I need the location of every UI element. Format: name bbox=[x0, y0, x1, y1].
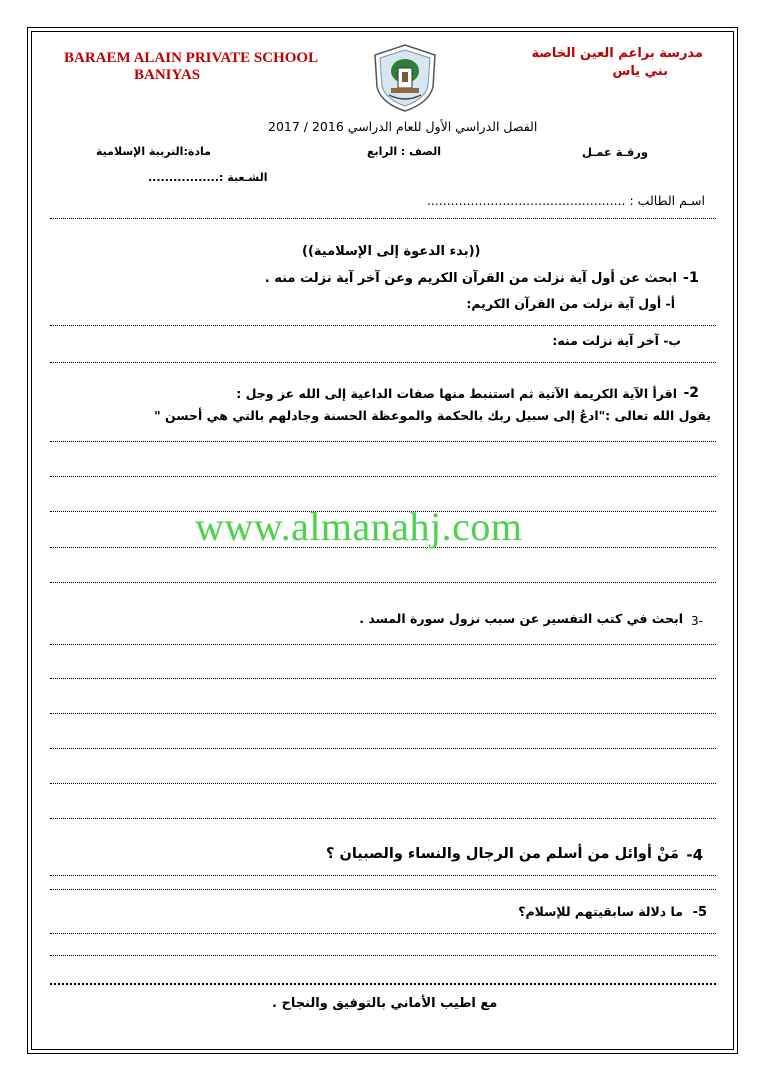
q2-number: 2- bbox=[683, 385, 699, 401]
answer-line[interactable] bbox=[50, 875, 716, 876]
answer-line[interactable] bbox=[50, 582, 716, 583]
watermark: www.almanahj.com bbox=[195, 504, 523, 549]
school-logo bbox=[369, 41, 441, 113]
answer-line[interactable] bbox=[50, 933, 716, 934]
q1-part-b: ب- آخر آية نزلت منه: bbox=[552, 333, 681, 348]
worksheet-label: ورقـة عمـل bbox=[582, 145, 648, 159]
answer-line[interactable] bbox=[50, 783, 716, 784]
q2-verse: يقول الله تعالى :"ادعُ إلى سبيل ربك بالحكمة والموعظة الحسنة وجادلهم بالتي هي أحسن " bbox=[154, 408, 711, 423]
q4-number: 4- bbox=[686, 846, 703, 864]
answer-line[interactable] bbox=[50, 441, 716, 442]
q2-text: اقرأ الآية الكريمة الآتية ثم استنبط منها صفات الداعية إلى الله عز وجل : bbox=[236, 386, 677, 401]
school-city-ar: بني ياس bbox=[612, 64, 668, 79]
term-line: الفصل الدراسي الأول للعام الدراسي 2016 / 2017 bbox=[268, 119, 538, 134]
school-city-en: BANIYAS bbox=[134, 67, 201, 83]
q1-part-a: أ- أول آية نزلت من القرآن الكريم: bbox=[466, 296, 675, 311]
q3-number: -3 bbox=[691, 614, 703, 628]
answer-line[interactable] bbox=[50, 713, 716, 714]
answer-line[interactable] bbox=[50, 983, 716, 985]
header-divider bbox=[50, 218, 716, 219]
q3-text: ابحث في كتب التفسير عن سبب نزول سورة المسد . bbox=[359, 611, 683, 626]
answer-line[interactable] bbox=[50, 476, 716, 477]
school-name-en: BARAEM ALAIN PRIVATE SCHOOL bbox=[64, 50, 319, 66]
answer-line[interactable] bbox=[50, 818, 716, 819]
q1-number: 1- bbox=[682, 270, 699, 286]
q5-number: 5- bbox=[692, 905, 707, 920]
answer-line[interactable] bbox=[50, 362, 716, 363]
section-field[interactable]: الشـعبة :................. bbox=[148, 171, 268, 184]
closing-wish: مع اطيب الأماني بالتوفيق والنجاح . bbox=[272, 996, 498, 1011]
q4-text: مَنْ أوائل من أسلم من الرجال والنساء والصبيان ؟ bbox=[326, 846, 679, 862]
answer-line[interactable] bbox=[50, 748, 716, 749]
q1-text: ابحث عن أول آية نزلت من القرآن الكريم وعن آخر آية نزلت منه . bbox=[264, 271, 677, 286]
answer-line[interactable] bbox=[50, 678, 716, 679]
answer-line[interactable] bbox=[50, 325, 716, 326]
subject-label: مادة:التربية الإسلامية bbox=[96, 145, 211, 158]
answer-line[interactable] bbox=[50, 644, 716, 645]
student-name-field[interactable]: اسـم الطالب : .................................................. bbox=[426, 193, 705, 208]
q5-text: ما دلالة سابقيتهم للإسلام؟ bbox=[518, 904, 683, 919]
answer-line[interactable] bbox=[50, 889, 716, 890]
grade-label: الصف : الرابع bbox=[366, 145, 441, 158]
school-name-ar: مدرسة براعم العين الخاصة bbox=[531, 46, 703, 61]
worksheet-title: ((بدء الدعوة إلى الإسلامية)) bbox=[302, 244, 481, 259]
answer-line[interactable] bbox=[50, 955, 716, 956]
